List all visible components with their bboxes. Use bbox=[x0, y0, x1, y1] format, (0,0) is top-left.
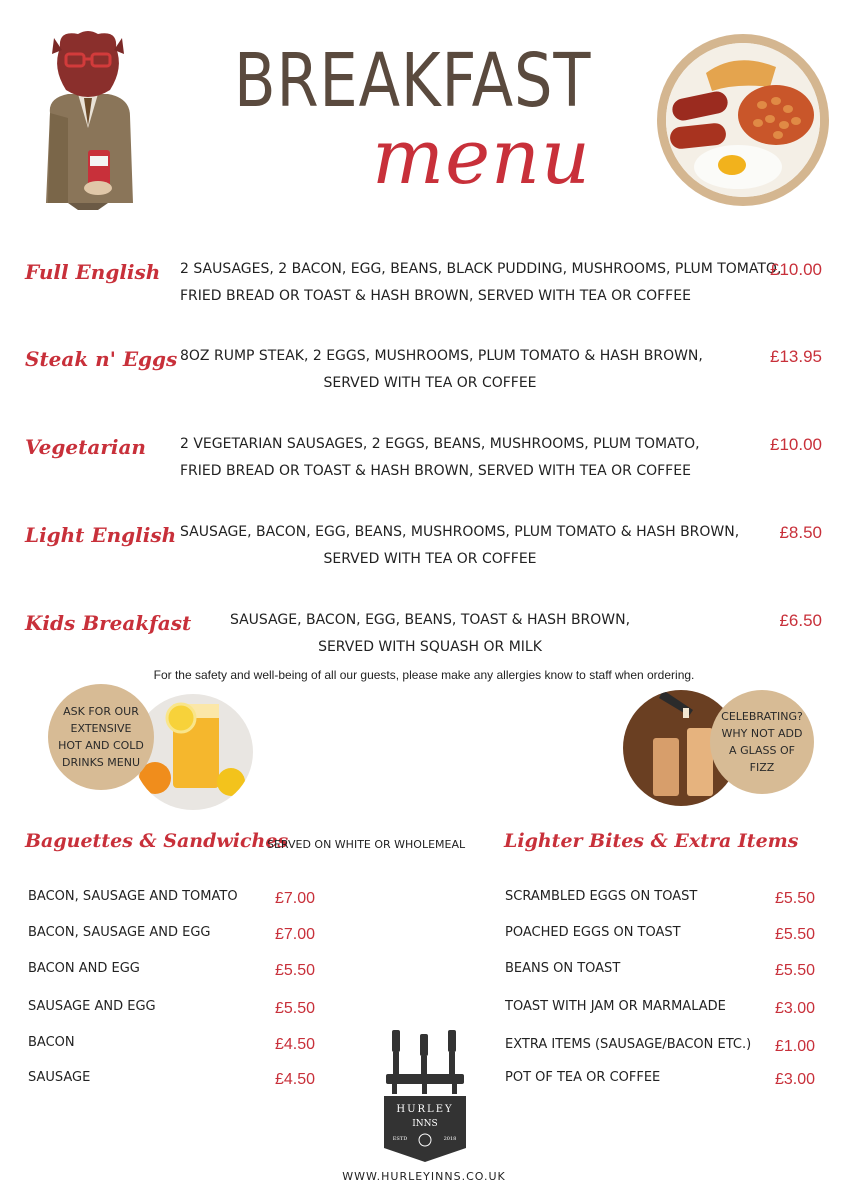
list-item bbox=[28, 1035, 318, 1057]
list-item-price: £7.00 bbox=[275, 890, 316, 907]
mascot-illustration bbox=[38, 28, 138, 210]
item-name: Full English bbox=[25, 260, 161, 284]
list-item-price: £4.50 bbox=[275, 1071, 316, 1088]
list-item-price: £7.00 bbox=[275, 926, 316, 943]
list-item-price: £5.50 bbox=[275, 1000, 316, 1017]
list-item bbox=[28, 999, 318, 1021]
item-description bbox=[180, 519, 740, 573]
hurley-inns-logo bbox=[382, 1030, 468, 1162]
item-description bbox=[180, 256, 782, 310]
list-item-name: POT OF TEA OR COFFEE bbox=[505, 1070, 661, 1085]
item-price: £6.50 bbox=[779, 611, 822, 630]
allergy-note: For the safety and well-being of all our guests, please make any allergies know to staff when ordering. bbox=[153, 668, 695, 682]
list-item-name: POACHED EGGS ON TOAST bbox=[505, 925, 681, 940]
logo-year: 2018 bbox=[443, 1136, 457, 1142]
item-description-line: FRIED BREAD OR TOAST & HASH BROWN, SERVED WITH TEA OR COFFEE bbox=[180, 288, 691, 304]
list-item-price: £5.50 bbox=[275, 962, 316, 979]
baguettes-section-title: Baguettes & Sandwiches bbox=[25, 830, 289, 852]
list-item-price: £5.50 bbox=[775, 926, 816, 943]
item-description bbox=[180, 607, 680, 661]
breakfast-photo bbox=[657, 34, 829, 206]
list-item-price: £5.50 bbox=[775, 962, 816, 979]
list-item bbox=[505, 925, 820, 947]
item-price: £13.95 bbox=[770, 347, 822, 366]
list-item bbox=[505, 961, 820, 983]
item-description-line: SAUSAGE, BACON, EGG, BEANS, MUSHROOMS, PLUM TOMATO & HASH BROWN, bbox=[180, 524, 740, 540]
list-item-price: £5.50 bbox=[775, 890, 816, 907]
lighter-bites-section-title: Lighter Bites & Extra Items bbox=[504, 830, 799, 852]
menu-item-full-english bbox=[0, 256, 848, 316]
item-name: Kids Breakfast bbox=[25, 611, 192, 635]
item-description-line: SAUSAGE, BACON, EGG, BEANS, TOAST & HASH BROWN, bbox=[229, 612, 631, 628]
menu-item-steak-n-eggs bbox=[0, 343, 848, 403]
item-description-line: SERVED WITH TEA OR COFFEE bbox=[323, 375, 537, 391]
list-item-name: EXTRA ITEMS (SAUSAGE/BACON ETC.) bbox=[505, 1037, 752, 1052]
item-description-line: SERVED WITH SQUASH OR MILK bbox=[318, 639, 542, 655]
list-item-name: BACON bbox=[28, 1035, 75, 1050]
baguettes-note: SERVED ON WHITE OR WHOLEMEAL bbox=[267, 838, 466, 851]
list-item-name: TOAST WITH JAM OR MARMALADE bbox=[505, 999, 726, 1014]
list-item-price: £1.00 bbox=[775, 1038, 816, 1055]
list-item bbox=[505, 1037, 820, 1059]
item-name: Light English bbox=[25, 523, 177, 547]
list-item bbox=[28, 889, 318, 911]
item-price: £10.00 bbox=[770, 260, 822, 279]
item-description bbox=[180, 343, 703, 397]
item-price: £10.00 bbox=[770, 435, 822, 454]
menu-item-kids-breakfast bbox=[0, 607, 848, 667]
list-item bbox=[505, 999, 820, 1021]
list-item bbox=[28, 925, 318, 947]
list-item bbox=[28, 961, 318, 983]
list-item-name: SAUSAGE AND EGG bbox=[28, 999, 156, 1014]
item-description-line: 2 VEGETARIAN SAUSAGES, 2 EGGS, BEANS, MUSHROOMS, PLUM TOMATO, bbox=[180, 436, 700, 452]
item-description-line: 2 SAUSAGES, 2 BACON, EGG, BEANS, BLACK PUDDING, MUSHROOMS, PLUM TOMATO, bbox=[180, 261, 782, 277]
fizz-bubble: CELEBRATING? WHY NOT ADD A GLASS OF FIZZ bbox=[710, 690, 814, 794]
list-item-price: £4.50 bbox=[275, 1036, 316, 1053]
list-item bbox=[505, 1070, 820, 1092]
page-title: BREAKFAST bbox=[234, 38, 592, 124]
logo-line1: HURLEY bbox=[396, 1104, 454, 1115]
menu-item-vegetarian bbox=[0, 431, 848, 491]
logo-estd: ESTD bbox=[392, 1136, 408, 1142]
item-description-line: FRIED BREAD OR TOAST & HASH BROWN, SERVED WITH TEA OR COFFEE bbox=[180, 463, 691, 479]
item-name: Vegetarian bbox=[25, 435, 146, 459]
page-subtitle: menu bbox=[372, 112, 591, 201]
list-item bbox=[28, 1070, 318, 1092]
item-name: Steak n' Eggs bbox=[25, 347, 178, 371]
website-url[interactable]: WWW.HURLEYINNS.CO.UK bbox=[342, 1170, 506, 1183]
item-description-line: SERVED WITH TEA OR COFFEE bbox=[323, 551, 537, 567]
list-item-price: £3.00 bbox=[775, 1071, 816, 1088]
list-item-name: BACON AND EGG bbox=[28, 961, 140, 976]
list-item-name: SAUSAGE bbox=[28, 1070, 91, 1085]
list-item-name: BEANS ON TOAST bbox=[505, 961, 621, 976]
item-description-line: 8OZ RUMP STEAK, 2 EGGS, MUSHROOMS, PLUM TOMATO & HASH BROWN, bbox=[180, 348, 703, 364]
logo-line2: INNS bbox=[412, 1119, 438, 1129]
list-item bbox=[505, 889, 820, 911]
item-description bbox=[180, 431, 700, 485]
drinks-menu-bubble: ASK FOR OUR EXTENSIVE HOT AND COLD DRINKS MENU bbox=[48, 684, 154, 790]
item-price: £8.50 bbox=[779, 523, 822, 542]
list-item-name: BACON, SAUSAGE AND TOMATO bbox=[28, 889, 238, 904]
menu-item-light-english bbox=[0, 519, 848, 579]
list-item-name: SCRAMBLED EGGS ON TOAST bbox=[505, 889, 698, 904]
list-item-name: BACON, SAUSAGE AND EGG bbox=[28, 925, 211, 940]
list-item-price: £3.00 bbox=[775, 1000, 816, 1017]
